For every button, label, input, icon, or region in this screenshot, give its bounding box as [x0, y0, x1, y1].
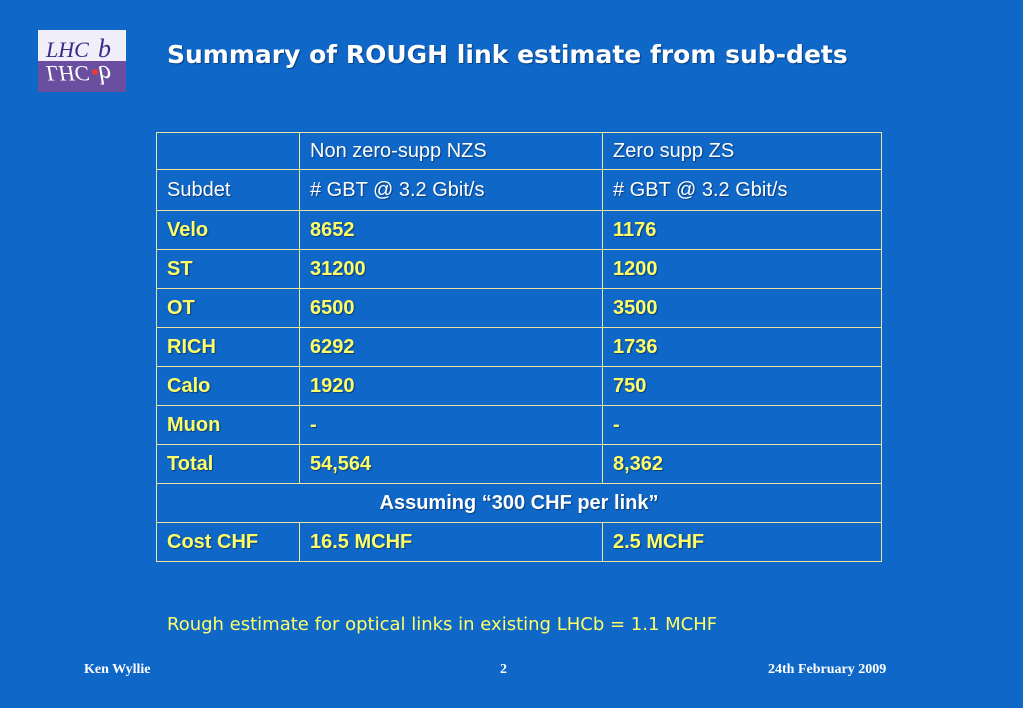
header-cell-zs: Zero supp ZS [603, 133, 882, 170]
header-cell [157, 133, 300, 170]
header-cell-subdet: Subdet [157, 170, 300, 211]
footer-page-number: 2 [500, 662, 507, 677]
header-cell-nzs: Non zero-supp NZS [300, 133, 603, 170]
cost-zs-cell: 2.5 MCHF [603, 523, 882, 562]
nzs-cell: 31200 [300, 250, 603, 289]
table-row-total [157, 445, 882, 484]
svg-text:LHC: LHC [46, 61, 89, 86]
footnote: Rough estimate for optical links in existing LHCb = 1.1 MCHF [167, 614, 718, 635]
subdet-cell: RICH [157, 328, 300, 367]
subdet-cell: Muon [157, 406, 300, 445]
nzs-cell: 1920 [300, 367, 603, 406]
nzs-cell: 6292 [300, 328, 603, 367]
link-estimate-table [156, 132, 882, 562]
lhcb-logo [38, 30, 126, 92]
zs-cell: 750 [603, 367, 882, 406]
table-header-row [157, 133, 882, 170]
cost-nzs-cell: 16.5 MCHF [300, 523, 603, 562]
table-header-row [157, 170, 882, 211]
zs-cell: 1200 [603, 250, 882, 289]
table-row [157, 367, 882, 406]
zs-cell: - [603, 406, 882, 445]
zs-cell: 1736 [603, 328, 882, 367]
table-note-row [157, 484, 882, 523]
nzs-cell: 54,564 [300, 445, 603, 484]
table-row [157, 289, 882, 328]
slide-title: Summary of ROUGH link estimate from sub-dets [167, 40, 848, 69]
svg-text:b: b [98, 34, 111, 63]
subdet-cell: ST [157, 250, 300, 289]
zs-cell: 1176 [603, 211, 882, 250]
assumption-note: Assuming “300 CHF per link” [157, 484, 882, 523]
svg-text:b: b [98, 60, 111, 89]
table-row [157, 250, 882, 289]
subdet-cell: Total [157, 445, 300, 484]
footer-author: Ken Wyllie [84, 662, 151, 677]
nzs-cell: 8652 [300, 211, 603, 250]
cost-label-cell: Cost CHF [157, 523, 300, 562]
header-cell-gbt-nzs: # GBT @ 3.2 Gbit/s [300, 170, 603, 211]
nzs-cell: 6500 [300, 289, 603, 328]
nzs-cell: - [300, 406, 603, 445]
footer-date: 24th February 2009 [768, 662, 887, 677]
svg-text:LHC: LHC [46, 37, 89, 62]
table-row-cost [157, 523, 882, 562]
zs-cell: 3500 [603, 289, 882, 328]
table-row [157, 406, 882, 445]
table-row [157, 328, 882, 367]
subdet-cell: Calo [157, 367, 300, 406]
subdet-cell: OT [157, 289, 300, 328]
zs-cell: 8,362 [603, 445, 882, 484]
header-cell-gbt-zs: # GBT @ 3.2 Gbit/s [603, 170, 882, 211]
subdet-cell: Velo [157, 211, 300, 250]
table-row [157, 211, 882, 250]
